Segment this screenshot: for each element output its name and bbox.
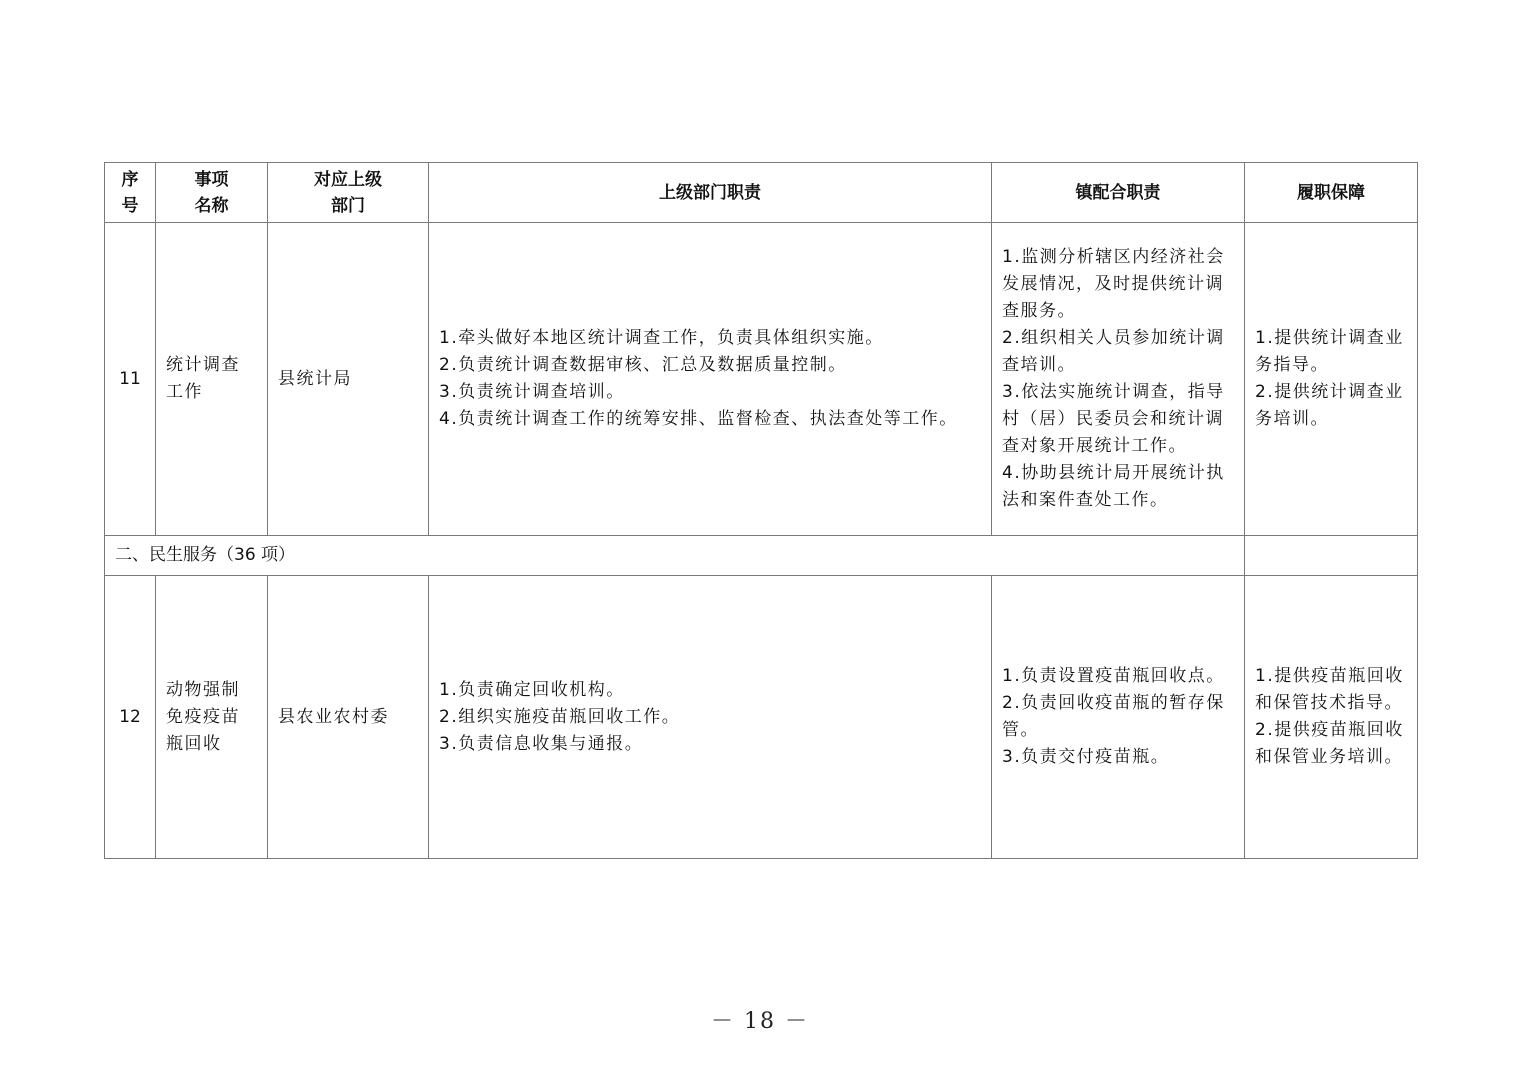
row-number: 11	[105, 223, 156, 536]
header-town-duty: 镇配合职责	[992, 163, 1245, 223]
guarantee-cell: 1.提供疫苗瓶回收 和保管技术指导。 2.提供疫苗瓶回收 和保管业务培训。	[1245, 576, 1418, 859]
header-guarantee: 履职保障	[1245, 163, 1418, 223]
header-upper-duty: 上级部门职责	[429, 163, 992, 223]
duty-table	[104, 162, 1418, 859]
header-no: 序 号	[105, 163, 156, 223]
header-row	[105, 163, 1418, 223]
page-number: － 18 －	[711, 1009, 809, 1034]
header-upper-dept: 对应上级 部门	[268, 163, 429, 223]
upper-duty-cell: 1.牵头做好本地区统计调查工作，负责具体组织实施。 2.负责统计调查数据审核、汇总及数据质量控制。 3.负责统计调查培训。 4.负责统计调查工作的统筹安排、监督检查、执法查处等工作。	[429, 223, 992, 536]
upper-dept-cell: 县农业农村委	[268, 576, 429, 859]
guarantee-cell: 1.提供统计调查业 务指导。 2.提供统计调查业 务培训。	[1245, 223, 1418, 536]
town-duty-cell: 1.监测分析辖区内经济社会 发展情况，及时提供统计调 查服务。 2.组织相关人员参加统计调 查培训。 3.依法实施统计调查，指导 村（居）民委员会和统计调 查对象开展统计工作。 4.协助县统计局开展统计执 法和案件查处工作。	[992, 223, 1245, 536]
town-duty-cell: 1.负责设置疫苗瓶回收点。 2.负责回收疫苗瓶的暂存保 管。 3.负责交付疫苗瓶。	[992, 576, 1245, 859]
section-row	[105, 536, 1418, 576]
section-empty-cell	[1245, 536, 1418, 576]
table-row	[105, 576, 1418, 859]
header-item-name: 事项 名称	[156, 163, 268, 223]
upper-dept-cell: 县统计局	[268, 223, 429, 536]
row-number: 12	[105, 576, 156, 859]
item-name-cell: 动物强制 免疫疫苗 瓶回收	[156, 576, 268, 859]
table-row	[105, 223, 1418, 536]
section-header: 二、民生服务（36 项）	[105, 536, 1245, 576]
item-name-cell: 统计调查 工作	[156, 223, 268, 536]
upper-duty-cell: 1.负责确定回收机构。 2.组织实施疫苗瓶回收工作。 3.负责信息收集与通报。	[429, 576, 992, 859]
